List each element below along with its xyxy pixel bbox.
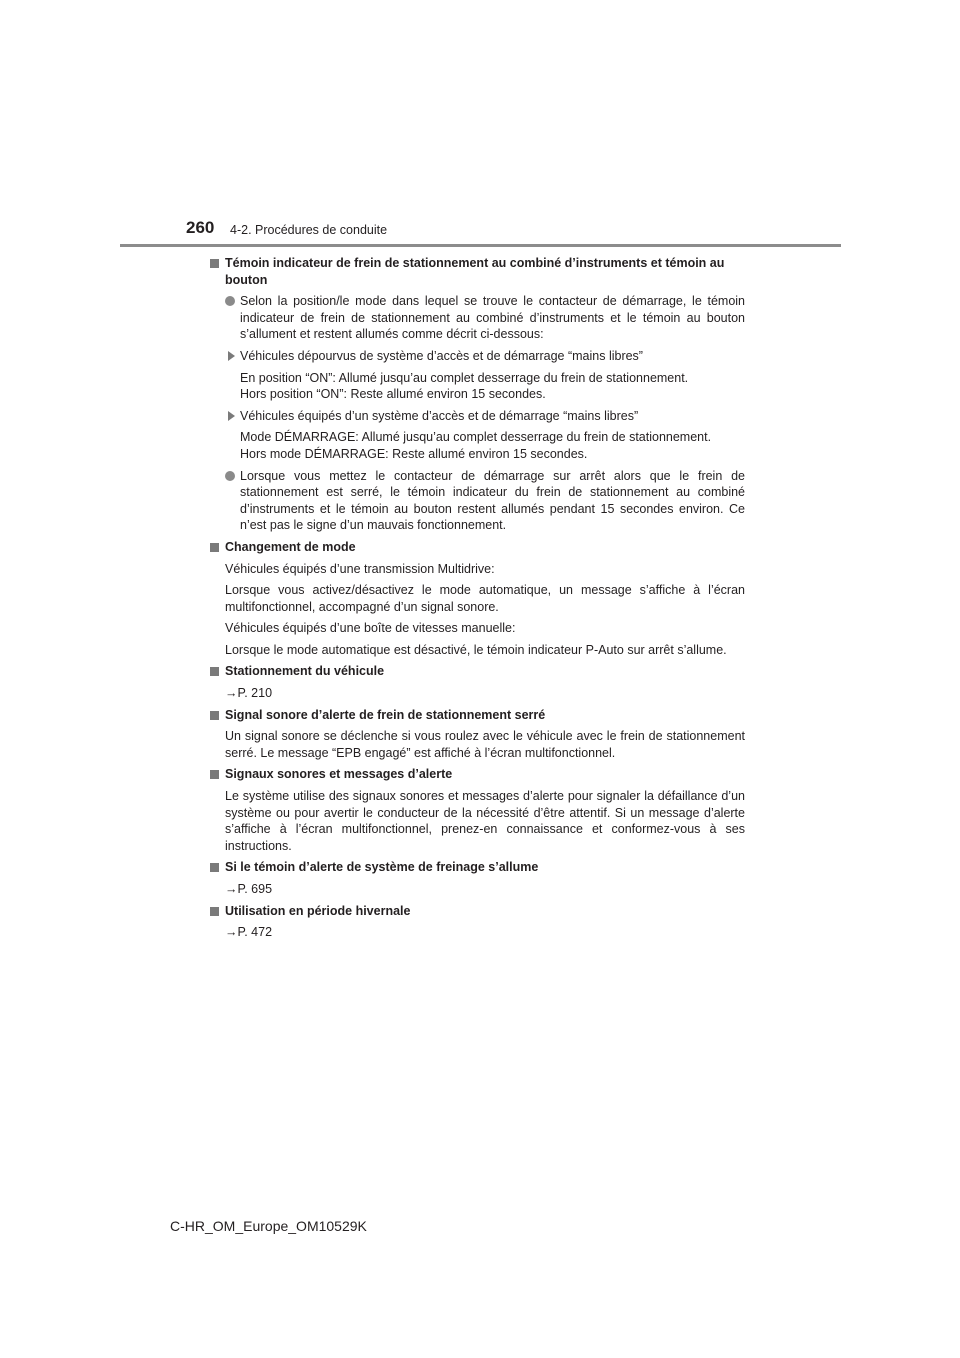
section-heading: Utilisation en période hivernale bbox=[210, 903, 745, 920]
paragraph: Lorsque vous activez/désactivez le mode automatique, un message s’affiche à l’écran multifonctionnel, accompagné d’un signal sonore. bbox=[225, 583, 745, 614]
page-reference-link[interactable]: →P. 472 bbox=[225, 925, 273, 940]
circle-bullet-icon bbox=[225, 296, 235, 306]
footer-doc-id: C-HR_OM_Europe_OM10529K bbox=[170, 1218, 367, 1234]
section-brake-warning-light bbox=[210, 859, 745, 897]
square-bullet-icon bbox=[210, 259, 219, 268]
section-heading: Changement de mode bbox=[210, 539, 745, 556]
header-section-title: 4-2. Procédures de conduite bbox=[230, 223, 388, 237]
section-heading: Si le témoin d’alerte de système de freinage s’allume bbox=[210, 859, 745, 876]
triangle-bullet-icon bbox=[228, 411, 235, 421]
sub-item-body: Mode DÉMARRAGE: Allumé jusqu’au complet desserrage du frein de stationnement. Hors mode DÉMARRAGE: Reste allumé environ 15 secondes. bbox=[240, 430, 712, 461]
section-heading: Signaux sonores et messages d’alerte bbox=[210, 766, 745, 783]
square-bullet-icon bbox=[210, 667, 219, 676]
section-warning-buzzers-messages bbox=[210, 766, 745, 854]
section-mode-change bbox=[210, 539, 745, 659]
square-bullet-icon bbox=[210, 770, 219, 779]
square-bullet-icon bbox=[210, 543, 219, 552]
section-heading: Signal sonore d’alerte de frein de stationnement serré bbox=[210, 707, 745, 724]
paragraph: Lorsque le mode automatique est désactivé, le témoin indicateur P-Auto sur arrêt s’allume. bbox=[225, 642, 727, 657]
paragraph: Un signal sonore se déclenche si vous roulez avec le véhicule avec le frein de stationnement serré. Le message “EPB engagé” est affiché à l’écran multifonctionnel. bbox=[225, 729, 745, 760]
triangle-bullet-icon bbox=[228, 351, 235, 361]
section-brake-alert-buzzer bbox=[210, 707, 745, 762]
page-number: 260 bbox=[186, 218, 215, 237]
square-bullet-icon bbox=[210, 863, 219, 872]
circle-bullet-icon bbox=[225, 471, 235, 481]
section-parking-brake-indicator bbox=[210, 255, 745, 534]
paragraph: Véhicules équipés d’une boîte de vitesses manuelle: bbox=[225, 621, 516, 636]
bullet-item: Lorsque vous mettez le contacteur de démarrage sur arrêt alors que le frein de stationnement est serré, le témoin indicateur du frein de stationnement au combiné d’instruments et le témoin au bouton restent allumés pendant 15 secondes environ. Ce n’est pas le signe d’un mauvais fonctionnement. bbox=[225, 468, 745, 534]
square-bullet-icon bbox=[210, 907, 219, 916]
sub-item-body: En position “ON”: Allumé jusqu’au complet desserrage du frein de stationnement. Hors position “ON”: Reste allumé environ 15 secondes. bbox=[240, 370, 689, 402]
section-heading: Stationnement du véhicule bbox=[210, 663, 745, 680]
header-rule bbox=[120, 244, 841, 247]
page-reference-link[interactable]: →P. 210 bbox=[225, 686, 273, 701]
sub-item: Véhicules équipés d’un système d’accès et de démarrage “mains libres” bbox=[225, 408, 745, 425]
section-vehicle-parking bbox=[210, 663, 745, 701]
section-heading: Témoin indicateur de frein de stationnement au combiné d’instruments et témoin au bouton bbox=[210, 255, 745, 288]
content bbox=[210, 255, 745, 946]
square-bullet-icon bbox=[210, 711, 219, 720]
bullet-item: Selon la position/le mode dans lequel se trouve le contacteur de démarrage, le témoin indicateur de frein de stationnement au combiné d’instruments et le témoin au bouton s’allument et restent allumés comme décrit ci-dessous: bbox=[225, 293, 745, 343]
section-winter-use bbox=[210, 903, 745, 941]
page-reference-link[interactable]: →P. 695 bbox=[225, 882, 273, 896]
paragraph: Le système utilise des signaux sonores et messages d’alerte pour signaler la défaillance d’un système ou pour avertir le conducteur de la nécessité d’être attentif. Si un message d’alerte s’affiche à l’écran multifonctionnel, prenez-en connaissance et conformez-vous à ses instructions. bbox=[225, 789, 745, 853]
sub-item: Véhicules dépourvus de système d’accès et de démarrage “mains libres” bbox=[225, 348, 745, 365]
paragraph: Véhicules équipés d’une transmission Multidrive: bbox=[225, 561, 495, 576]
